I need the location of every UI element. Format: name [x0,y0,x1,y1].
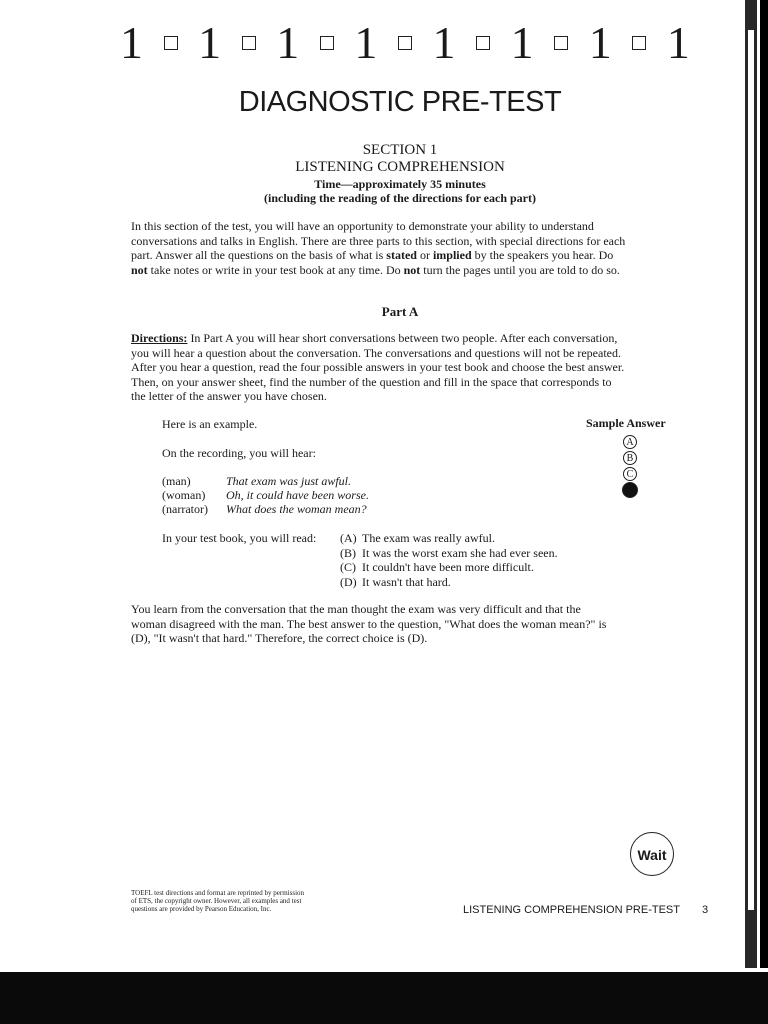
running-title: LISTENING COMPREHENSION PRE-TEST [463,904,680,916]
explanation-line: You learn from the conversation that the man thought the exam was very difficult and that the [131,602,581,616]
scan-edge-dark [760,0,768,968]
section-number: 1 [276,17,300,68]
text-run: take notes or write in your test book at any time. Do [147,262,404,277]
intro-line [131,263,676,278]
square-icon [398,36,412,50]
option-letter: (D) [340,574,357,589]
explanation-paragraph [131,602,676,646]
explanation-line: woman disagreed with the man. The best answer to the question, "What does the woman mean?" is [131,616,607,631]
directions-line: the letter of the answer you have chosen. [131,389,327,403]
answer-option [340,560,558,575]
section-number: 1 [666,17,690,68]
option-text: The exam was really awful. [362,531,495,545]
section-label: SECTION 1 [362,142,438,158]
spoken-line: What does the woman mean? [226,502,367,516]
spoken-line: That exam was just awful. [226,474,352,488]
dialogue-line [162,474,351,489]
spoken-line: Oh, it could have been worse. [226,488,369,502]
dialogue-line [162,502,367,517]
text-run: part. Answer all the questions on the basis of what is [131,248,387,262]
section-number: 1 [588,17,612,68]
emphasis-not: not [131,262,148,277]
answer-bubble-a: A [623,435,637,449]
directions-line [131,331,676,346]
section-number: 1 [120,17,143,68]
scan-edge-gap [748,30,754,910]
speaker-label: (man) [162,474,191,488]
part-heading: Part A [381,304,419,319]
recording-label: On the recording, you will hear: [162,446,316,460]
square-icon [476,36,490,50]
copyright-credit [131,889,371,913]
square-icon [554,36,568,50]
answer-option [340,546,558,561]
page-title: DIAGNOSTIC PRE-TEST [238,86,562,118]
intro-line: conversations and talks in English. There are three parts to this section, with special directions for each [131,233,626,248]
square-icon [320,36,334,50]
emphasis-stated: stated [386,248,417,262]
directions-line: After you hear a question, read the four possible answers in your test book and choose the best answer. [131,360,625,374]
text-run: by the speakers you hear. Do [471,248,614,262]
answer-option [340,531,558,546]
text-run: In Part A you will hear short conversations between two people. After each conversation, [187,331,618,345]
scan-bottom-shadow [0,972,768,1024]
square-icon [164,36,178,50]
page-number: 3 [702,904,709,916]
explanation-line: (D), "It wasn't that hard." Therefore, the correct choice is (D). [131,631,428,645]
intro-line: In this section of the test, you will have an opportunity to demonstrate your ability to understand [131,219,594,233]
square-icon [632,36,646,50]
intro-paragraph [131,219,676,277]
section-name: LISTENING COMPREHENSION [295,159,505,175]
section-number-banner [120,18,690,68]
directions-line: you will hear a question about the conversation. The conversations and questions will not be repeated. [131,345,621,360]
read-label: In your test book, you will read: [162,531,317,545]
example-intro: Here is an example. [162,417,258,431]
section-number: 1 [198,17,222,68]
credit-line: questions are provided by Pearson Education, Inc. [131,905,272,913]
speaker-label: (woman) [162,488,206,502]
dialogue-line [162,488,369,503]
answer-option [340,575,558,590]
intro-line [131,248,676,263]
option-text: It was the worst exam she had ever seen. [362,545,558,560]
sample-answer-label: Sample Answer [586,416,666,430]
credit-line: of ETS, the copyright owner. However, all examples and test [131,897,302,905]
option-letter: (A) [340,531,357,545]
speaker-label: (narrator) [162,502,208,516]
directions-label: Directions: [131,331,188,345]
section-number: 1 [432,17,456,68]
section-time-note: (including the reading of the directions for each part) [264,191,536,205]
directions-paragraph [131,331,676,404]
answer-bubble-c: C [623,467,637,481]
emphasis-implied: implied [432,248,472,262]
option-letter: (C) [340,560,356,574]
answer-bubble-d-filled [622,482,638,498]
section-time: Time—approximately 35 minutes [314,177,486,191]
wait-badge: Wait [630,832,674,876]
option-text: It wasn't that hard. [362,574,451,589]
text-run: or [416,248,433,262]
directions-line: Then, on your answer sheet, find the number of the question and fill in the space that corresponds to [131,374,612,389]
answer-options [340,531,558,589]
square-icon [242,36,256,50]
option-letter: (B) [340,545,356,560]
answer-bubble-b: B [623,451,637,465]
emphasis-not: not [403,262,421,277]
text-run: turn the pages until you are told to do so. [420,262,620,277]
option-text: It couldn't have been more difficult. [362,560,534,574]
section-number: 1 [510,17,534,68]
credit-line: TOEFL test directions and format are reprinted by permission [131,889,305,897]
section-number: 1 [354,17,378,68]
